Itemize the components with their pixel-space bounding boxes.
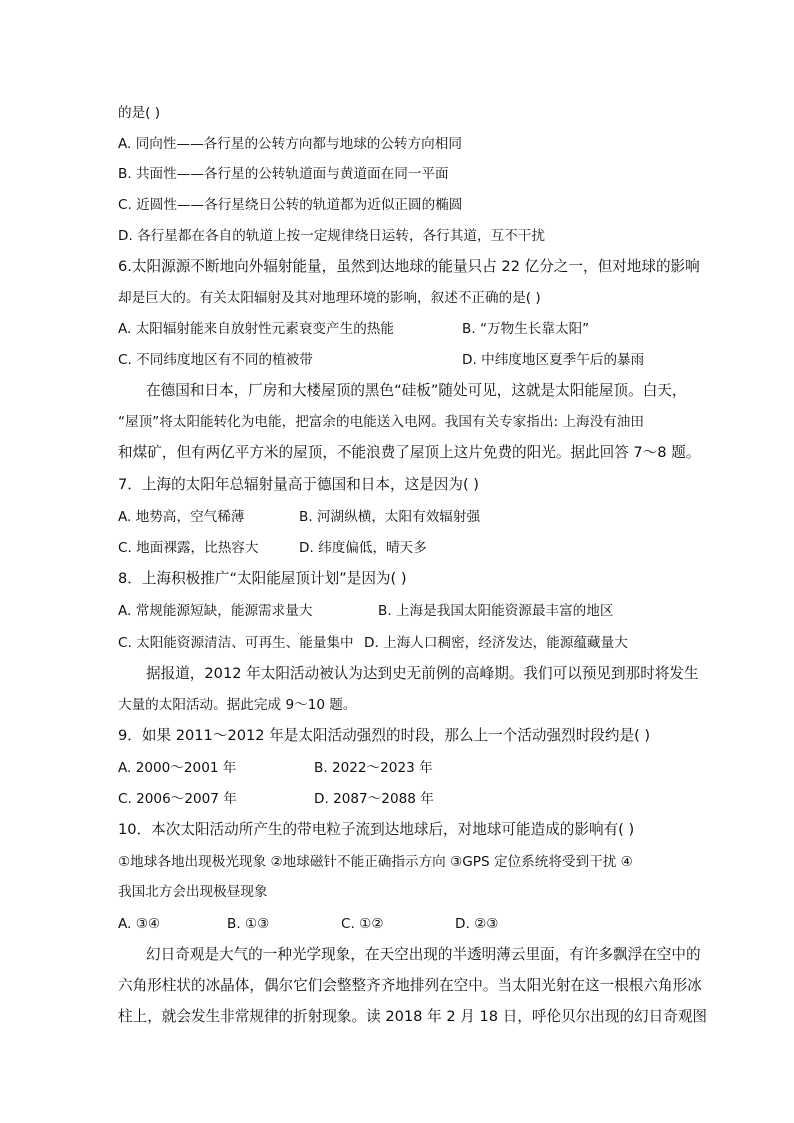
q6-stem-line2: 却是巨大的。有关太阳辐射及其对地理环境的影响，叙述不正确的是( ) xyxy=(118,290,541,306)
passage2-line2: 大量的太阳活动。据此完成 9～10 题。 xyxy=(118,697,357,713)
q7-stem: 7．上海的太阳年总辐射量高于德国和日本，这是因为( ) xyxy=(118,476,479,493)
q10-statements-line1: ①地球各地出现极光现象 ②地球磁针不能正确指示方向 ③GPS 定位系统将受到干扰 ④ xyxy=(118,854,633,870)
q5-option-b: B. 共面性——各行星的公转轨道面与黄道面在同一平面 xyxy=(118,166,449,182)
q7-option-d: D. 纬度偏低，晴天多 xyxy=(299,540,427,556)
q9-stem: 9．如果 2011～2012 年是太阳活动强烈的时段，那么上一个活动强烈时段约是( ) xyxy=(118,727,651,744)
q7-option-a: A. 地势高，空气稀薄 xyxy=(118,509,245,525)
q5-option-c: C. 近圆性——各行星绕日公转的轨道都为近似正圆的椭圆 xyxy=(118,197,463,213)
q6-option-c: C. 不同纬度地区有不同的植被带 xyxy=(118,352,313,368)
q10-statements-line2: 我国北方会出现极昼现象 xyxy=(118,884,268,900)
passage3-line3: 柱上，就会发生非常规律的折射现象。读 2018 年 2 月 18 日，呼伦贝尔出现的幻日奇观图 xyxy=(118,1008,708,1025)
passage3-line2: 六角形柱状的冰晶体，偶尔它们会整整齐齐地排列在空中。当太阳光射在这一根根六角形冰 xyxy=(118,977,702,994)
q10-stem: 10．本次太阳活动所产生的带电粒子流到达地球后，对地球可能造成的影响有( ) xyxy=(118,821,635,838)
q6-option-d: D. 中纬度地区夏季午后的暴雨 xyxy=(462,352,645,368)
q9-option-d: D. 2087～2088 年 xyxy=(314,791,434,807)
q9-option-b: B. 2022～2023 年 xyxy=(314,760,433,776)
q8-option-d: D. 上海人口稠密，经济发达，能源蕴藏量大 xyxy=(364,635,628,651)
q6-option-a: A. 太阳辐射能来自放射性元素衰变产生的热能 xyxy=(118,321,394,337)
q6-option-b: B. “万物生长靠太阳” xyxy=(462,321,590,337)
q8-option-a: A. 常规能源短缺，能源需求量大 xyxy=(118,603,313,619)
q8-stem: 8．上海积极推广“太阳能屋顶计划”是因为( ) xyxy=(118,570,407,587)
q9-option-c: C. 2006～2007 年 xyxy=(118,791,237,807)
q8-option-c: C. 太阳能资源清洁、可再生、能量集中 xyxy=(118,635,354,651)
q10-option-a: A. ③④ xyxy=(118,916,161,932)
q10-option-d: D. ②③ xyxy=(455,916,499,932)
passage1-line1: 在德国和日本，厂房和大楼屋顶的黑色“硅板”随处可见，这就是太阳能屋顶。白天， xyxy=(146,382,687,399)
q10-option-b: B. ①③ xyxy=(227,916,270,932)
q5-option-a: A. 同向性——各行星的公转方向都与地球的公转方向相同 xyxy=(118,136,462,152)
q6-stem-line1: 6.太阳源源不断地向外辐射能量，虽然到达地球的能量只占 22 亿分之一，但对地球的影响 xyxy=(118,258,700,275)
q10-option-c: C. ①② xyxy=(341,916,384,932)
q5-stem-end: 的是( ) xyxy=(118,105,161,121)
q7-option-b: B. 河湖纵横，太阳有效辐射强 xyxy=(299,509,481,525)
q5-option-d: D. 各行星都在各自的轨道上按一定规律绕日运转，各行其道，互不干扰 xyxy=(118,228,545,244)
q9-option-a: A. 2000～2001 年 xyxy=(118,760,237,776)
passage1-line2: “屋顶”将太阳能转化为电能，把富余的电能送入电网。我国有关专家指出: 上海没有油田 xyxy=(118,414,644,430)
q7-option-c: C. 地面裸露，比热容大 xyxy=(118,540,259,556)
passage1-line3: 和煤矿，但有两亿平方米的屋顶，不能浪费了屋顶上这片免费的阳光。据此回答 7～8 题。 xyxy=(118,444,701,461)
passage2-line1: 据报道，2012 年太阳活动被认为达到史无前例的高峰期。我们可以预见到那时将发生 xyxy=(146,665,699,682)
passage3-line1: 幻日奇观是大气的一种光学现象，在天空出现的半透明薄云里面，有许多飘浮在空中的 xyxy=(146,946,701,963)
q8-option-b: B. 上海是我国太阳能资源最丰富的地区 xyxy=(378,603,614,619)
